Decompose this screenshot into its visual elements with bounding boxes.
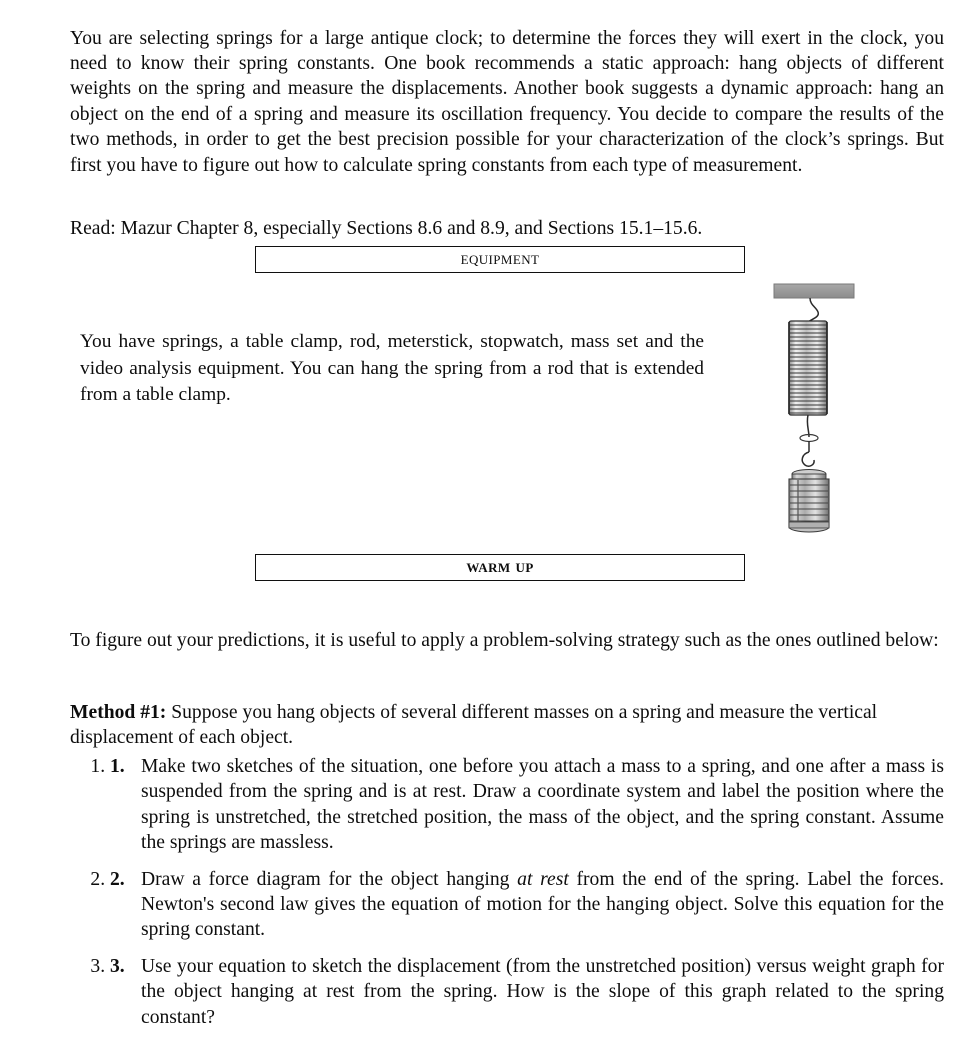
warmup-numbered-list xyxy=(70,754,944,1041)
equipment-heading-label: equipment xyxy=(460,249,540,270)
intro-paragraph: You are selecting springs for a large antique clock; to determine the forces they will exert in the clock, you need to know their spring constants. One book recommends a static approach: hang objects of different weights on the spring and measure the displacements. Another book suggests a dynamic approach: hang an object on the end of a spring and measure its oscillation frequency. You decide to compare the results of the two methods, in order to get the best precision possible for your characterization of the clock’s springs. But first you have to figure out how to calculate spring constants from each type of measurement. xyxy=(70,27,944,176)
list-item-text: Use your equation to sketch the displacement (from the unstretched position) versus weight graph for the object hanging at rest from the spring. How is the slope of this graph related to the spring constant? xyxy=(141,955,944,1028)
list-item-text: Make two sketches of the situation, one before you attach a mass to a spring, and one after a mass is suspended from the spring and is at rest. Draw a coordinate system and label the position where the spring is unstretched, the stretched position, the mass of the object, and the spring constant. Assume the springs are massless. xyxy=(141,756,944,854)
method-one-paragraph xyxy=(70,700,944,751)
list-item-marker: 2. 2. xyxy=(110,868,125,890)
list-item-emphasis: at rest xyxy=(517,868,569,890)
method-one-label: Method #1: xyxy=(70,701,167,723)
method-one-text: Suppose you hang objects of several different masses on a spring and measure the vertical displacement of each object. xyxy=(70,701,878,748)
s-hook-icon xyxy=(800,415,818,466)
warmup-section-heading xyxy=(255,554,745,581)
spring-with-hanging-mass-illustration xyxy=(762,281,872,536)
list-item-marker: 3. 3. xyxy=(110,955,125,977)
list-item-text-after: from the end of the spring. Label the forces. Newton's second law gives the equation of motion for the hanging object. Solve this equation for the spring constant. xyxy=(141,868,944,941)
support-rod-icon xyxy=(774,284,854,298)
equipment-section-heading xyxy=(255,246,745,273)
coil-spring-icon xyxy=(789,321,827,415)
equipment-paragraph: You have springs, a table clamp, rod, meterstick, stopwatch, mass set and the video analysis equipment. You can hang the spring from a rod that is extended from a table clamp. xyxy=(80,331,704,406)
warmup-intro-paragraph: To figure out your predictions, it is useful to apply a problem-solving strategy such as the ones outlined below: xyxy=(70,629,939,651)
spring-top-wire-icon xyxy=(808,298,818,322)
reading-assignment-line: Read: Mazur Chapter 8, especially Sections 8.6 and 8.9, and Sections 15.1–15.6. xyxy=(70,217,703,239)
list-item xyxy=(110,954,944,1030)
list-item xyxy=(110,754,944,856)
warmup-heading-label: warm up xyxy=(466,557,534,578)
list-item-text-before: Draw a force diagram for the object hanging xyxy=(141,868,518,890)
slotted-mass-set-icon xyxy=(789,470,829,533)
list-item-marker: 1. 1. xyxy=(110,756,125,777)
list-item xyxy=(110,867,944,943)
